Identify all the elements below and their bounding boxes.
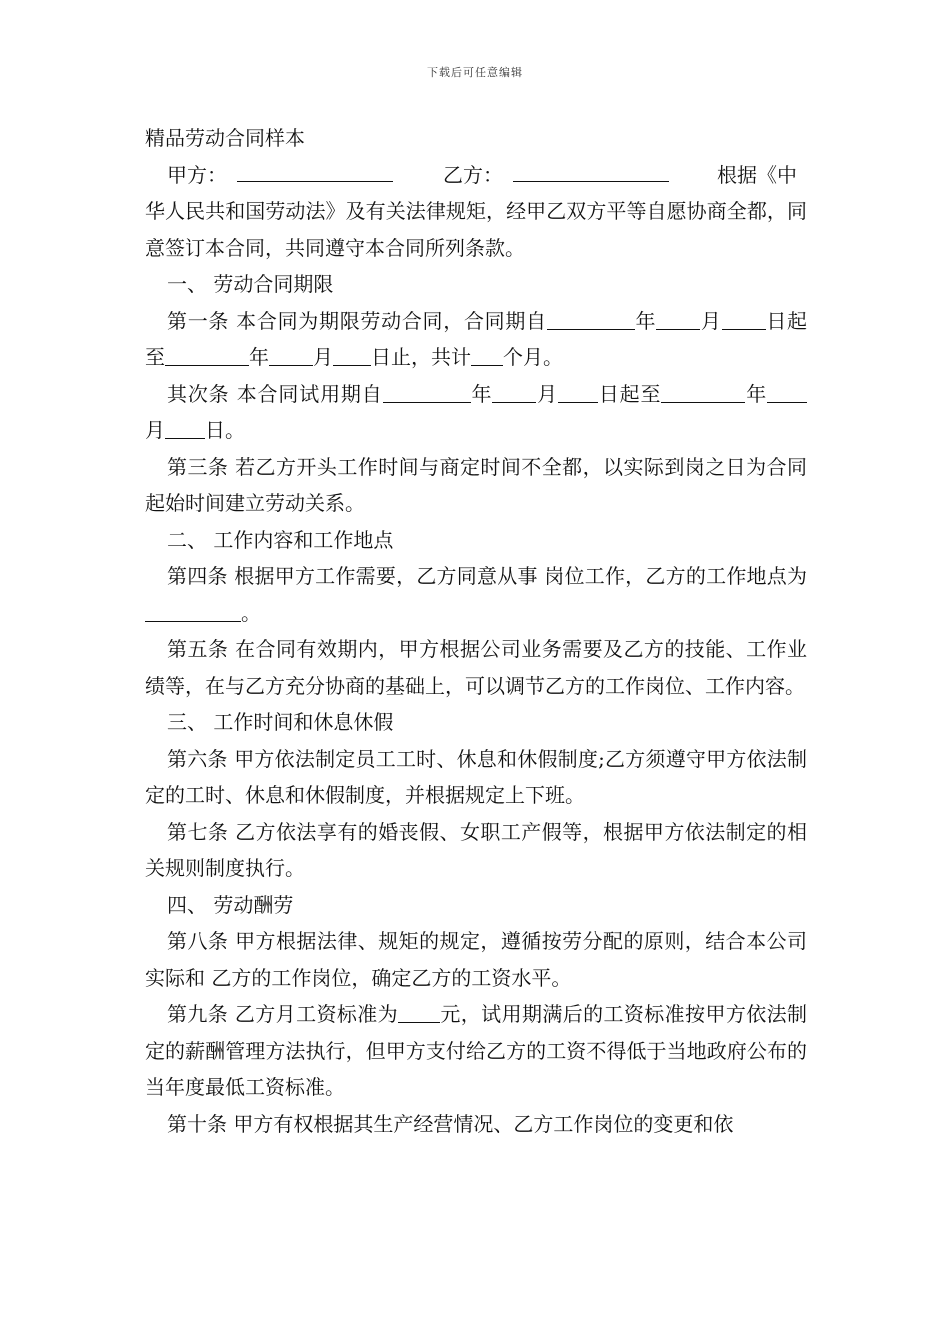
article-10: 第十条 甲方有权根据其生产经营情况、乙方工作岗位的变更和依: [167, 1111, 734, 1136]
article-4: 第四条 根据甲方工作需要，乙方同意从事 岗位工作，乙方的工作地点为。: [145, 558, 807, 631]
party-b-blank: [513, 157, 669, 194]
party-b-label: 乙方：: [443, 162, 503, 187]
section-1-heading: 一、 劳动合同期限: [167, 272, 334, 296]
article-1: 第一条 本合同为期限劳动合同，合同期自 年 月 日起至 年 月 日止，共计 个月。: [145, 308, 808, 369]
section-4-heading: 四、 劳动酬劳: [167, 892, 294, 917]
document-body: [145, 120, 807, 1142]
document-title: 精品劳动合同样本: [145, 126, 305, 150]
page-header: 下载后可任意编辑: [427, 66, 523, 79]
article-3: 第三条 若乙方开头工作时间与商定时间不全都，以实际到岗之日为合同起始时间建立劳动关系。: [145, 454, 807, 515]
article-5: 第五条 在合同有效期内，甲方根据公司业务需要及乙方的技能、工作业绩等，在与乙方充分协商的基础上，可以调节乙方的工作岗位、工作内容。: [145, 637, 807, 698]
intro-paragraph: 华人民共和国劳动法》及有关法律规矩，经甲乙双方平等自愿协商全都，同意签订本合同，共同遵守本合同所列条款。: [145, 199, 807, 260]
article-6: 第六条 甲方依法制定员工工时、休息和休假制度;乙方须遵守甲方依法制定的工时、休息和休假制度，并根据规定上下班。: [145, 746, 807, 807]
party-a-label: 甲方：: [167, 162, 227, 187]
article-8: 第八条 甲方根据法律、规矩的规定，遵循按劳分配的原则，结合本公司实际和 乙方的工作岗位，确定乙方的工资水平。: [145, 929, 807, 990]
parties-row: [145, 157, 807, 194]
article-9: 第九条 乙方月工资标准为 元，试用期满后的工资标准按甲方依法制定的薪酬管理方法执行，但甲方支付给乙方的工资不得低于当地政府公布的当年度最低工资标准。: [145, 1002, 807, 1099]
article-7: 第七条 乙方依法享有的婚丧假、女职工产假等，根据甲方依法制定的相关规则制度执行。: [145, 819, 807, 880]
section-2-heading: 二、 工作内容和工作地点: [167, 527, 394, 552]
section-3-heading: 三、 工作时间和休息休假: [167, 710, 394, 734]
intro-start: 根据《中: [717, 162, 797, 187]
article-2: 其次条 本合同试用期自 年 月 日起至 年月 日。: [145, 376, 807, 449]
party-a-blank: [237, 157, 393, 194]
